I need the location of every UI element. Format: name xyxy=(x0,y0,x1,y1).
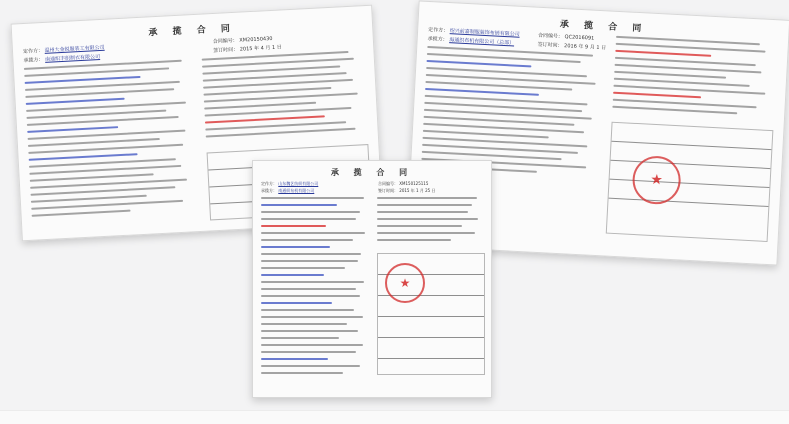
party-b-value: 南通织丰织制衣有限公司 xyxy=(44,53,101,63)
party-b-row xyxy=(23,53,100,64)
sheet-title: 承 揽 合 同 xyxy=(559,19,648,35)
party-a-label: 定作方： xyxy=(22,47,44,56)
party-b-row xyxy=(261,188,314,194)
party-a-label: 定作方： xyxy=(428,26,449,35)
sheet-title: 承 揽 合 同 xyxy=(330,168,414,177)
contract-no-label: 合同编号： xyxy=(378,181,398,186)
sign-date-row xyxy=(378,188,435,194)
party-b-label: 承揽方： xyxy=(23,56,44,64)
sign-date-row xyxy=(213,43,282,54)
body-text-block-right xyxy=(377,197,483,246)
sheet-title: 承 揽 合 同 xyxy=(148,23,237,39)
party-b-value: 南通织布机有限公司 xyxy=(278,188,315,193)
contract-no-value: XM20150430 xyxy=(239,35,273,44)
party-a-value: 温州大金锐服装工有限公司 xyxy=(44,44,105,54)
sign-date-value: 2015 年 4 月 1 日 xyxy=(239,44,282,53)
contract-no-label: 合同编号： xyxy=(212,37,238,46)
sign-date-label: 签订时间： xyxy=(213,46,239,55)
sign-date-row xyxy=(537,41,606,52)
party-a-value: 山东魏艺纺织有限公司 xyxy=(278,181,319,186)
party-b-label: 承揽方： xyxy=(427,35,448,44)
sign-date-value: 2015 年 1 月 25 日 xyxy=(399,188,436,193)
contract-sheet-center xyxy=(252,160,492,398)
party-b-label: 承揽方： xyxy=(261,188,277,193)
contract-no-label: 合同编号： xyxy=(537,32,564,41)
signature-table xyxy=(606,122,774,242)
body-text-block-right xyxy=(202,50,366,142)
party-a-value: 绍兴前嘉制服装饰布销有限公司 xyxy=(449,28,520,38)
party-a-label: 定作方： xyxy=(261,181,277,186)
bottom-bar xyxy=(0,410,789,424)
star-icon: ★ xyxy=(399,276,411,290)
contract-no-value: XM150125115 xyxy=(399,181,429,186)
contract-no-row xyxy=(378,181,428,187)
star-icon: ★ xyxy=(649,171,664,189)
party-b-value: 海通织布机有限公司（总部） xyxy=(449,37,515,47)
sign-date-label: 签订时间： xyxy=(378,188,398,193)
sign-date-value: 2016 年 9 月 1 日 xyxy=(563,43,607,52)
body-text-block-right xyxy=(612,36,776,121)
contract-no-value: QC2016091 xyxy=(564,34,595,42)
sign-date-label: 签订时间： xyxy=(537,41,563,50)
party-a-row xyxy=(261,181,318,187)
red-seal-stamp xyxy=(385,263,425,303)
body-text-block xyxy=(261,197,369,379)
